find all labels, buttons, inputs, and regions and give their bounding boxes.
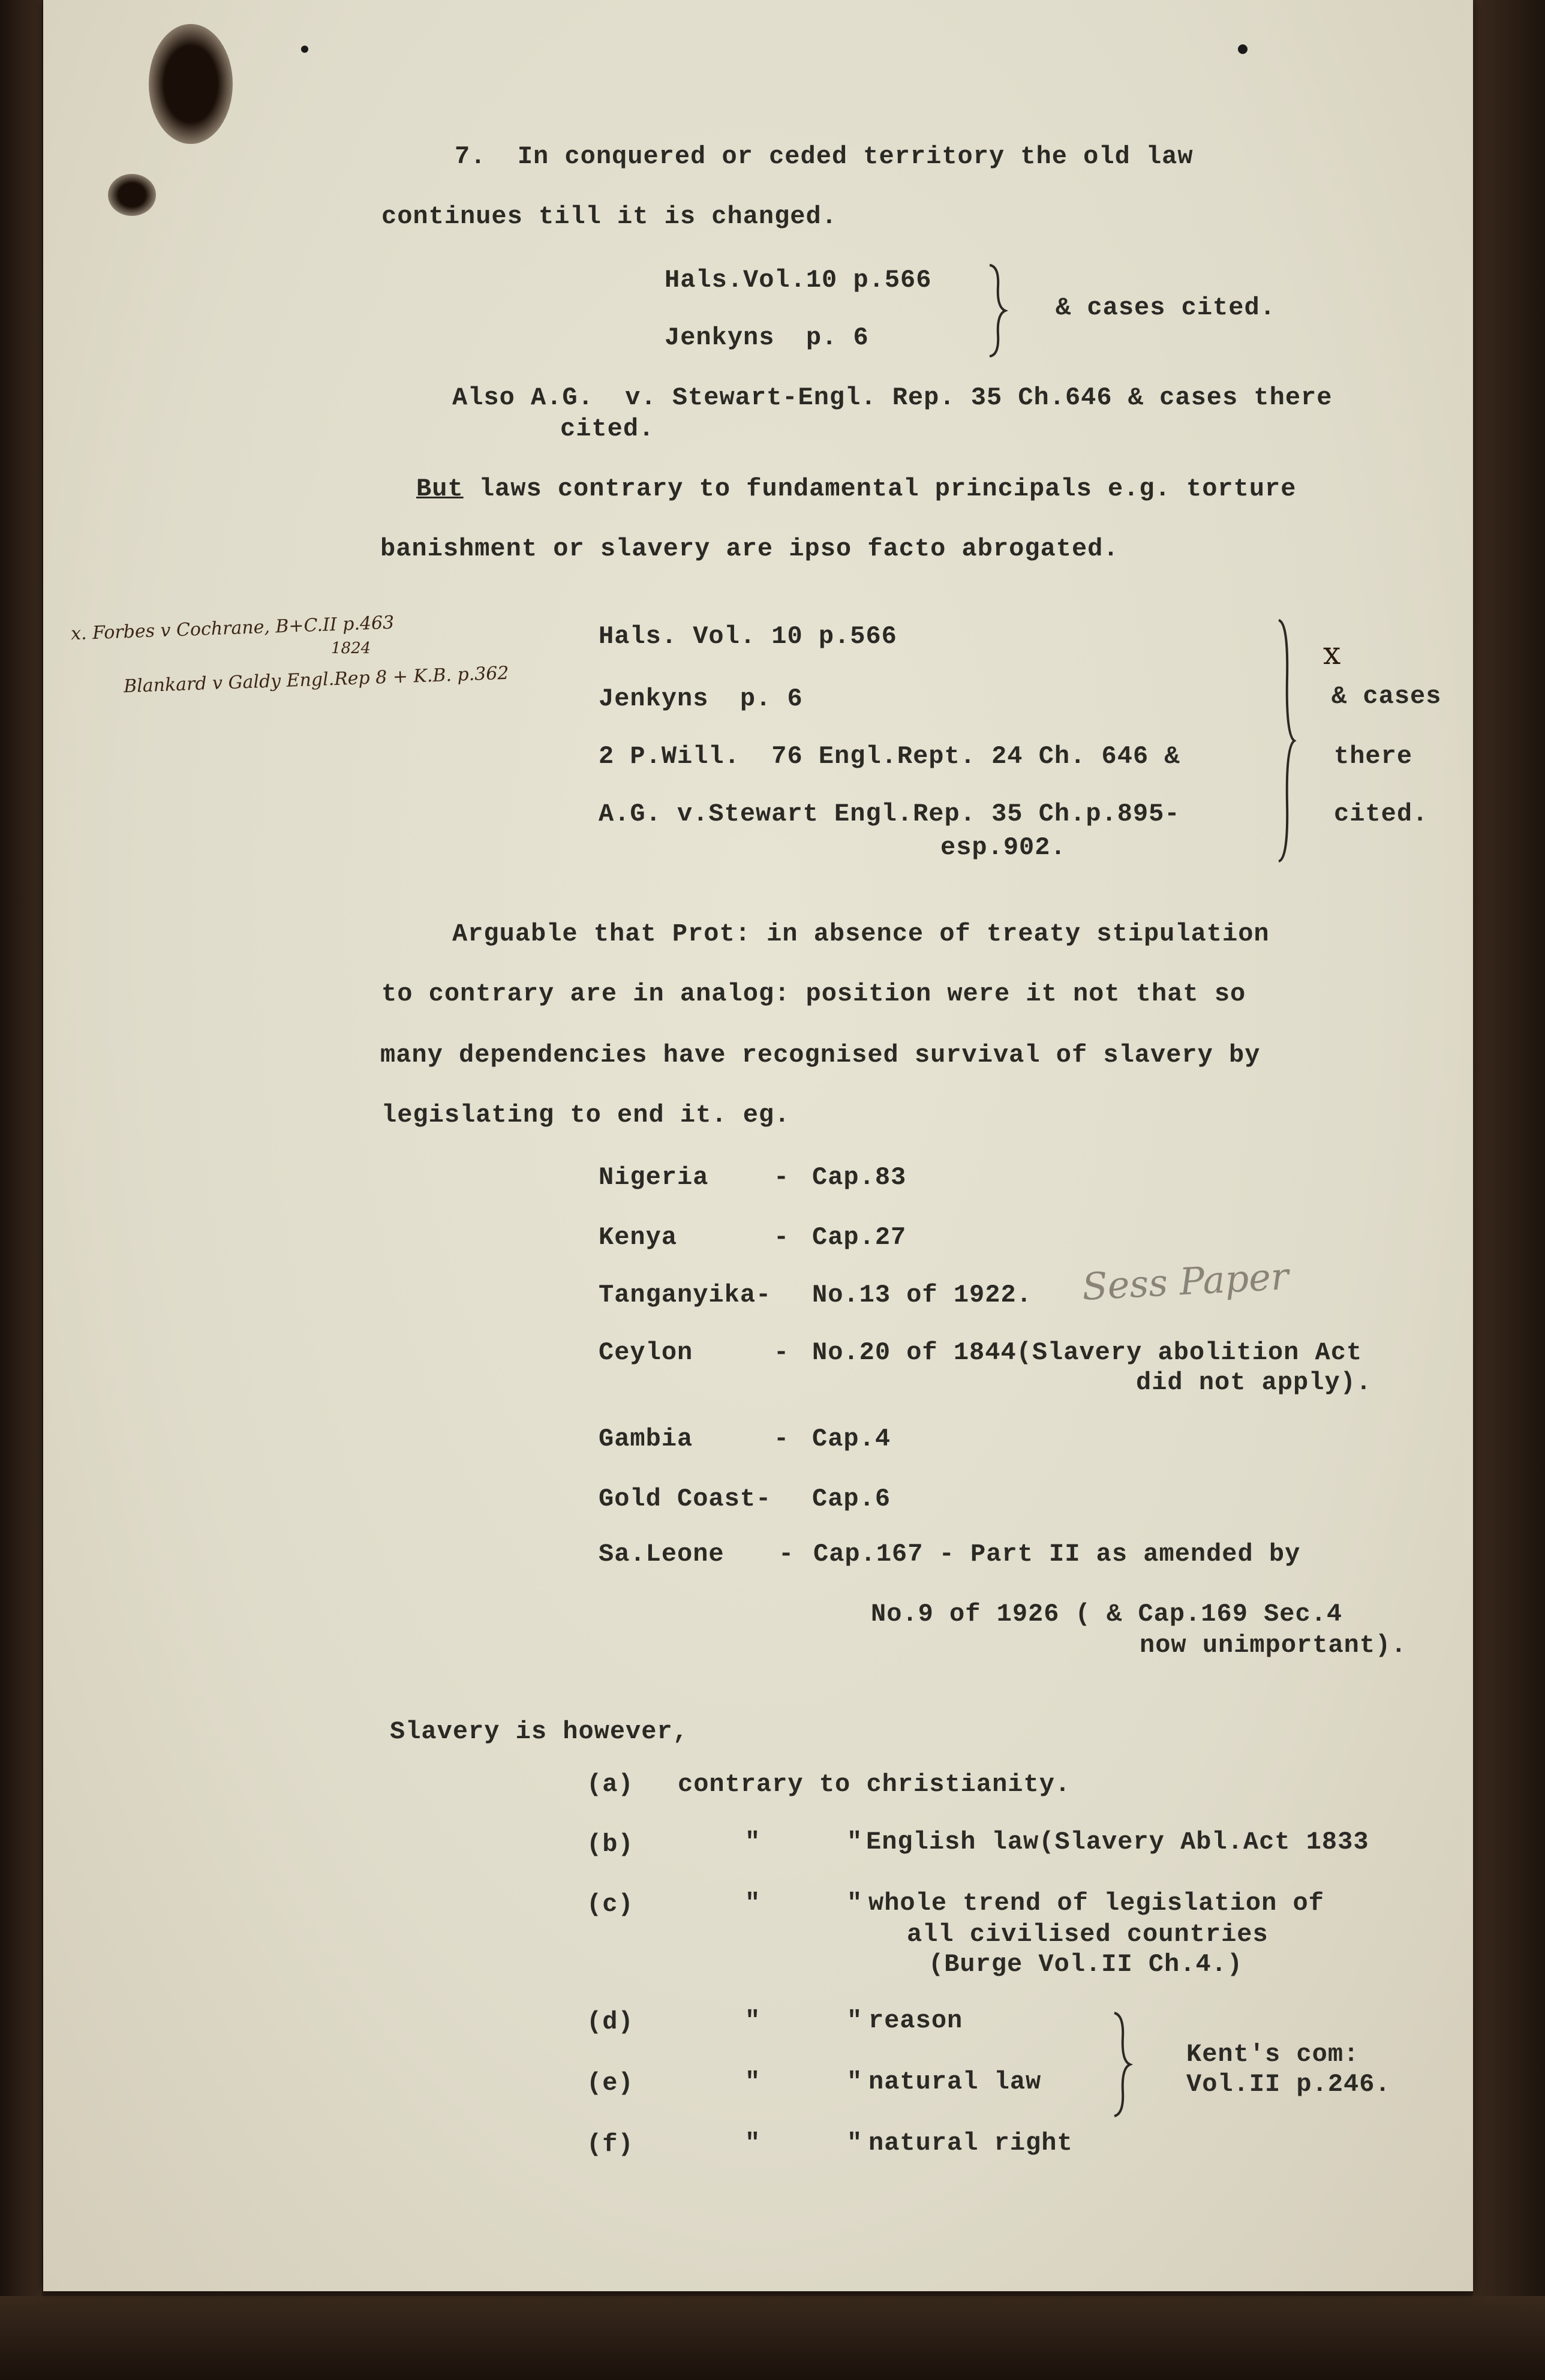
slavery-item-ditto: " [745, 2068, 761, 2096]
slavery-item-ditto: " [847, 1828, 863, 1856]
territory-sep: - [774, 1425, 790, 1453]
pencil-note: Sess Paper [1081, 1254, 1290, 1309]
refs-cited: cited. [1334, 800, 1429, 828]
arguable-line4: legislating to end it. eg. [381, 1101, 790, 1129]
slavery-item-ditto: " [847, 1889, 863, 1918]
desk-background-left [0, 0, 42, 2380]
but-underlined: But [416, 474, 464, 503]
territory-name: Kenya [599, 1223, 678, 1252]
slavery-item-text: natural right [868, 2129, 1073, 2157]
refs-cases: & cases [1331, 682, 1442, 711]
slavery-item-label: (a) [587, 1770, 634, 1799]
slavery-item-ditto: " [847, 2129, 863, 2157]
territory-ref: No.20 of 1844(Slavery abolition Act [812, 1338, 1363, 1367]
slavery-item-text: English law(Slavery Abl.Act 1833 [866, 1828, 1369, 1856]
territory-sep: - [774, 1163, 790, 1192]
kent-brace [1111, 2011, 1135, 2118]
slavery-item-ditto: " [745, 2129, 761, 2157]
territory-ref: Cap.4 [812, 1425, 891, 1453]
territory-ref: Cap.83 [812, 1163, 907, 1192]
arguable-line3: many dependencies have recognised survival of slavery by [380, 1041, 1261, 1069]
slavery-item-label: (d) [587, 2008, 634, 2036]
territory-name: Nigeria [599, 1163, 709, 1192]
para7-ref-hals: Hals.Vol.10 p.566 [665, 266, 932, 295]
saleone-cont1: No.9 of 1926 ( & Cap.169 Sec.4 [871, 1600, 1343, 1628]
handwritten-note-line2: Blankard v Galdy Engl.Rep 8 + K.B. p.362 [123, 662, 510, 698]
slavery-item-label: (c) [587, 1890, 634, 1919]
para7-also-line1: Also A.G. v. Stewart-Engl. Rep. 35 Ch.646 & cases there [452, 383, 1333, 412]
kent-ref-line2: Vol.II p.246. [1186, 2070, 1391, 2099]
ink-stain-small [108, 174, 156, 216]
slavery-c-cont1: all civilised countries [907, 1920, 1269, 1949]
para7-but-line1 [416, 474, 1296, 504]
slavery-item-ditto: " [847, 2068, 863, 2096]
slavery-item-text: reason [868, 2006, 963, 2035]
slavery-item-label: (b) [587, 1830, 634, 1859]
refs-stewart: A.G. v.Stewart Engl.Rep. 35 Ch.p.895- [599, 800, 1180, 828]
refs-jenkyns: Jenkyns p. 6 [599, 684, 803, 713]
territory-name: Sa.Leone [599, 1540, 725, 1568]
refs-pwill: 2 P.Will. 76 Engl.Rept. 24 Ch. 646 & [599, 742, 1180, 771]
handwritten-year: 1824 [331, 639, 371, 657]
slavery-item-ditto: " [847, 2006, 863, 2035]
slavery-item-text: natural law [868, 2068, 1042, 2096]
territory-ref: Cap.167 - Part II as amended by [813, 1540, 1301, 1568]
territory-sep: - [778, 1540, 795, 1568]
para7-cases-cited: & cases cited. [1056, 293, 1276, 322]
saleone-cont2: now unimportant). [1140, 1631, 1407, 1660]
territory-name: Gambia [599, 1425, 693, 1453]
para7-line2: continues till it is changed. [381, 202, 837, 231]
ceylon-continuation: did not apply). [1136, 1368, 1372, 1397]
para7-also-line2: cited. [560, 414, 655, 443]
refs-brace [1275, 618, 1299, 864]
slavery-c-cont2: (Burge Vol.II Ch.4.) [928, 1950, 1243, 1979]
territory-name: Tanganyika- [599, 1281, 772, 1309]
slavery-item-text: contrary to christianity. [678, 1770, 1071, 1799]
arguable-line2: to contrary are in analog: position were it not that so [381, 979, 1246, 1008]
refs-there: there [1334, 742, 1413, 771]
territory-ref: Cap.27 [812, 1223, 907, 1252]
refs-stewart-cont: esp.902. [940, 833, 1066, 862]
para7-line1: 7. In conquered or ceded territory the old law [455, 142, 1194, 171]
slavery-item-text: whole trend of legislation of [868, 1889, 1324, 1918]
territory-sep: - [774, 1223, 790, 1252]
ink-speck [1238, 44, 1248, 54]
kent-ref-line1: Kent's com: [1186, 2040, 1360, 2069]
refs-hals: Hals. Vol. 10 p.566 [599, 622, 897, 651]
handwritten-note-line1: x. Forbes v Cochrane, B+C.II p.463 [70, 612, 395, 645]
slavery-item-label: (e) [587, 2069, 634, 2097]
para7-but-line2: banishment or slavery are ipso facto abrogated. [380, 534, 1119, 563]
para7-ref-jenkyns: Jenkyns p. 6 [665, 323, 869, 352]
territory-ref: Cap.6 [812, 1485, 891, 1513]
slavery-item-ditto: " [745, 2006, 761, 2035]
territory-sep: - [774, 1338, 790, 1367]
brace-right [986, 263, 1010, 359]
slavery-item-ditto: " [745, 1828, 761, 1856]
ink-stain [149, 24, 233, 144]
territory-name: Ceylon [599, 1338, 693, 1367]
handwritten-cross-mark: x [1323, 636, 1341, 672]
slavery-intro: Slavery is however, [390, 1717, 689, 1746]
but-rest: laws contrary to fundamental principals e.g. torture [463, 474, 1297, 503]
slavery-item-label: (f) [587, 2130, 634, 2159]
desk-background-bottom [0, 2296, 1545, 2380]
arguable-line1: Arguable that Prot: in absence of treaty stipulation [452, 919, 1270, 948]
ink-speck [301, 46, 308, 53]
document-page [43, 0, 1473, 2291]
slavery-item-ditto: " [745, 1889, 761, 1918]
territory-ref: No.13 of 1922. [812, 1281, 1032, 1309]
desk-background-right [1473, 0, 1545, 2380]
territory-name: Gold Coast- [599, 1485, 772, 1513]
